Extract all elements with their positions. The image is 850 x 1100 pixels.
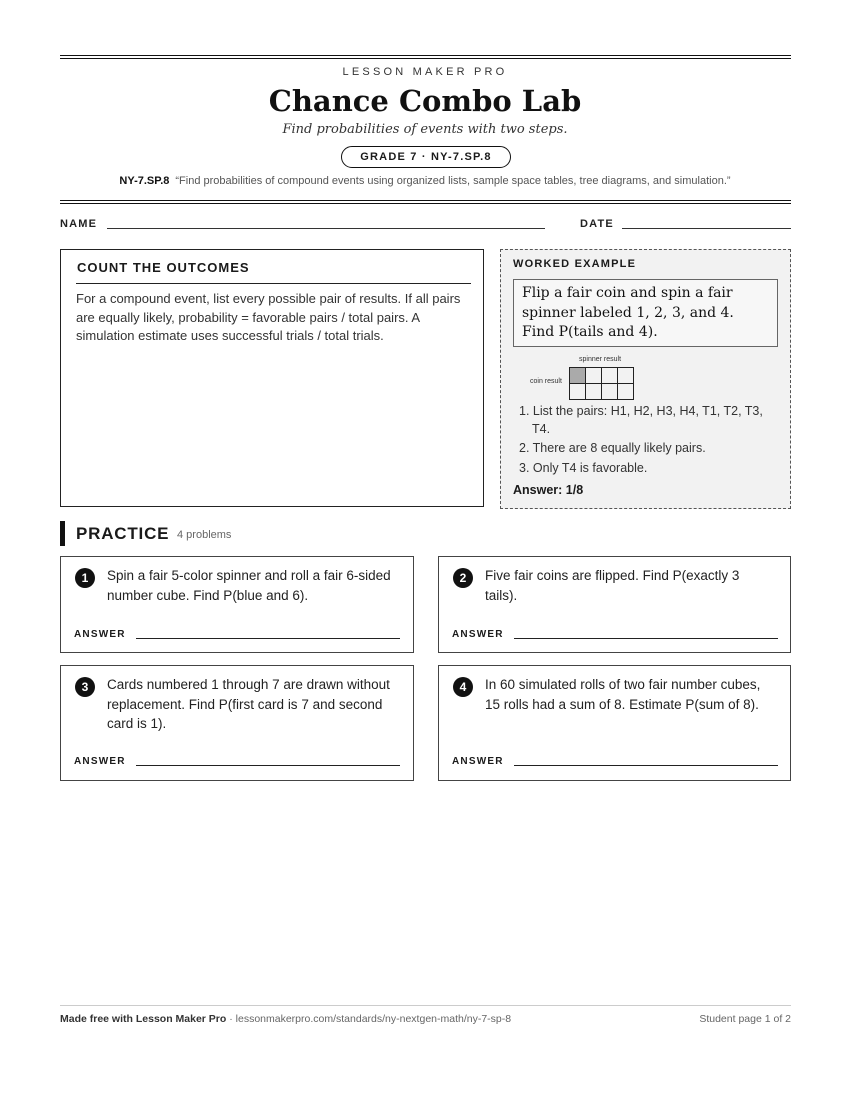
footer-url[interactable]: · lessonmakerpro.com/standards/ny-nextgen-math/ny-7-sp-8 — [226, 1013, 512, 1025]
problem-card-1 — [60, 556, 414, 653]
worked-example-panel — [500, 249, 791, 509]
problem-number: 2 — [453, 568, 473, 588]
answer-field[interactable] — [136, 765, 400, 766]
count-outcomes-text: For a compound event, list every possible pair of results. If all pairs are equally likely, probability = favorable pairs / total pairs. A simulation estimate uses successful trials / total trials. — [76, 291, 461, 343]
problem-text: Cards numbered 1 through 7 are drawn without replacement. Find P(first card is 7 and second card is 1). — [107, 677, 390, 731]
page-subtitle: Find probabilities of events with two steps. — [282, 122, 568, 137]
answer-label: ANSWER — [74, 756, 126, 767]
count-outcomes-divider — [76, 283, 471, 284]
problem-card-4 — [438, 665, 791, 781]
footer-page-number: Student page 1 of 2 — [699, 1013, 791, 1025]
header-bottom-rule — [60, 200, 791, 201]
header-bottom-rule-thin — [60, 203, 791, 204]
problem-text: Five fair coins are flipped. Find P(exactly 3 tails). — [485, 568, 740, 603]
footer-divider — [60, 1005, 791, 1006]
worked-example-steps — [513, 403, 779, 479]
date-field[interactable] — [622, 228, 791, 229]
step-item: 2. There are 8 equally likely pairs. — [519, 441, 706, 455]
brand-name: LESSON MAKER PRO — [342, 66, 508, 78]
table-cell — [570, 384, 586, 400]
step-item: 1. List the pairs: H1, H2, H3, H4, T1, T2, T3, T4. — [519, 404, 763, 436]
answer-field[interactable] — [514, 765, 778, 766]
worked-example-heading: WORKED EXAMPLE — [513, 258, 637, 270]
count-outcomes-heading: COUNT THE OUTCOMES — [77, 260, 250, 275]
table-cell — [618, 368, 634, 384]
problem-number: 1 — [75, 568, 95, 588]
table-cell — [602, 368, 618, 384]
sample-space-table — [569, 367, 634, 400]
table-cell — [586, 384, 602, 400]
footer-credit — [60, 1013, 511, 1025]
answer-field[interactable] — [136, 638, 400, 639]
answer-label: ANSWER — [452, 756, 504, 767]
table-cell — [570, 368, 586, 384]
answer-label: ANSWER — [74, 629, 126, 640]
table-column-label: spinner result — [579, 356, 622, 363]
problem-card-3 — [60, 665, 414, 781]
answer-field[interactable] — [514, 638, 778, 639]
practice-heading: PRACTICE — [76, 524, 170, 543]
practice-accent-bar — [60, 521, 65, 546]
table-row-label: coin result — [530, 378, 562, 385]
problem-text: Spin a fair 5-color spinner and roll a fair 6-sided number cube. Find P(blue and 6). — [107, 568, 391, 603]
date-label: DATE — [580, 218, 614, 230]
footer-made-with: Made free with Lesson Maker Pro — [60, 1013, 227, 1025]
header-top-rule — [60, 55, 791, 56]
standard-statement — [0, 175, 850, 187]
problem-number: 3 — [75, 677, 95, 697]
standard-code: NY-7.SP.8 — [119, 175, 170, 187]
answer-label: ANSWER — [452, 629, 504, 640]
table-cell — [602, 384, 618, 400]
table-cell — [618, 384, 634, 400]
problem-number: 4 — [453, 677, 473, 697]
table-cell — [586, 368, 602, 384]
step-item: 3. Only T4 is favorable. — [519, 460, 648, 475]
problem-card-2 — [438, 556, 791, 653]
page-title: Chance Combo Lab — [268, 84, 582, 118]
standard-text: “Find probabilities of compound events using organized lists, sample space tables, tree diagrams, and simulation.” — [175, 175, 731, 187]
name-label: NAME — [60, 218, 98, 230]
count-outcomes-panel — [60, 249, 484, 507]
worked-example-problem: Flip a fair coin and spin a fair spinner labeled 1, 2, 3, and 4. Find P(tails and 4). — [513, 279, 778, 347]
practice-count: 4 problems — [177, 529, 232, 541]
problem-text: In 60 simulated rolls of two fair number cubes, 15 rolls had a sum of 8. Estimate P(sum of 8). — [485, 677, 761, 712]
name-field[interactable] — [107, 228, 545, 229]
grade-badge: GRADE 7 · NY-7.SP.8 — [341, 146, 511, 168]
worked-example-answer: Answer: 1/8 — [513, 483, 584, 497]
header-top-rule-thin — [60, 58, 791, 59]
